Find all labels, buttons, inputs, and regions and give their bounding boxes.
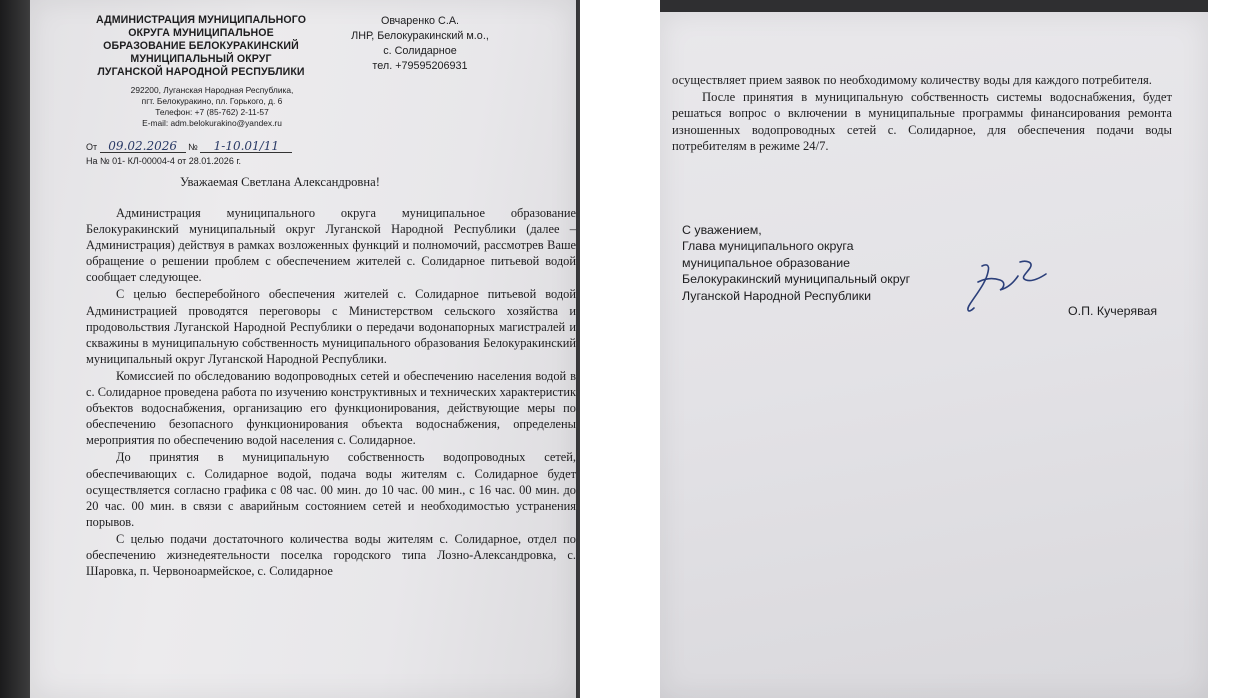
- reg-no-label: №: [188, 142, 198, 152]
- org-line: ЛУГАНСКОЙ НАРОДНОЙ РЕСПУБЛИКИ: [97, 66, 305, 78]
- reg-from-label: От: [86, 142, 98, 152]
- body-paragraph: Комиссией по обследованию водопроводных сетей и обеспечению населения водой в с. Солидарное проведена работа по изучению конструктивных и технических характеристик объектов водоснабжения, организацию его функционирования, действующие меры по обеспечению безопасного функционирования объекта водоснабжения, определены мероприятия по обеспечению водой населения с. Солидарное.: [86, 368, 576, 448]
- closing-line: Глава муниципального округа: [682, 239, 854, 254]
- letter-body-page-1: [86, 205, 576, 580]
- reg-reference: На № 01- КЛ-00004-4 от 28.01.2026 г.: [86, 156, 242, 166]
- recipient-line: ЛНР, Белокуракинский м.о.,: [351, 30, 489, 42]
- recipient-block: [320, 14, 520, 74]
- registration-line: [86, 141, 292, 153]
- reg-number-handwritten: 1-10.01/11: [200, 141, 292, 153]
- body-paragraph: осуществляет прием заявок по необходимому количеству воды для каждого потребителя.: [672, 73, 1152, 87]
- body-paragraph: С целью бесперебойного обеспечения жителей с. Солидарное питьевой водой Администрацией проводятся переговоры с Министерством сельского хозяйства и продовольствия Луганской Народной Республики о передачи водонапорных магистралей и скважины в муниципальную собственность муниципального образования Белокуракинский муниципальный округ Луганской Народной Республики.: [86, 287, 576, 366]
- address-line: Телефон: +7 (85-762) 2-11-57: [155, 107, 269, 117]
- sender-org-header: [86, 14, 316, 79]
- body-paragraph: После принятия в муниципальную собственность системы водоснабжения, будет решаться вопрос о включении в муниципальные программы финансирования ремонта изношенных водопроводных сетей с. Солидарное, для обеспечения подачи воды потребителям в режиме 24/7.: [672, 89, 1172, 154]
- letter-page-2: [660, 12, 1208, 698]
- address-line: пгт. Белокуракино, пл. Горького, д. 6: [141, 96, 283, 106]
- address-line: 292200, Луганская Народная Республика,: [130, 85, 294, 95]
- salutation: Уважаемая Светлана Александровна!: [180, 175, 380, 189]
- sender-address: [92, 85, 332, 129]
- body-paragraph: Администрация муниципального округа муниципальное образование Белокуракинский муниципальный округ Луганской Народной Республики (далее – Администрация) действуя в рамках возложенных функций и полномочий, рассмотрев Ваше обращение о решении проблем с обеспечением жителей с. Солидарное питьевой водой сообщает следующее.: [86, 206, 576, 285]
- closing-line: С уважением,: [682, 223, 762, 237]
- reg-date-handwritten: 09.02.2026: [100, 141, 186, 153]
- body-paragraph: До принятия в муниципальную собственность водопроводных сетей, обеспечивающих с. Солидарное водой, подача воды жителям с. Солидарное будет осуществляется согласно графика с 08 час. 00 мин. до 10 час. 00 мин., с 16 час. 00 мин. до 20 час. 00 мин. в связи с аварийным состоянием сетей и необходимостью устранения порывов.: [86, 450, 576, 529]
- closing-line: Луганской Народной Республики: [682, 288, 872, 303]
- address-line: E-mail: adm.belokurakino@yandex.ru: [142, 118, 282, 128]
- closing-line: Белокуракинский муниципальный округ: [682, 272, 911, 287]
- org-line: АДМИНИСТРАЦИЯ МУНИЦИПАЛЬНОГО: [95, 14, 307, 26]
- body-paragraph: С целью подачи достаточного количества воды жителям с. Солидарное, отдел по обеспечению жизнедеятельности поселка городского типа Лозно-Александровка, с. Шаровка, п. Червоноармейское, с. Солидарное: [86, 531, 576, 579]
- org-line: МУНИЦИПАЛЬНЫЙ ОКРУГ: [130, 53, 272, 65]
- closing-block: [682, 222, 982, 304]
- letter-page-1: [30, 0, 576, 698]
- recipient-line: с. Солидарное: [383, 45, 457, 57]
- letter-body-page-2: [672, 72, 1172, 155]
- recipient-line: тел. +79595206931: [372, 60, 468, 72]
- recipient-line: Овчаренко С.А.: [380, 15, 460, 27]
- handwritten-signature: [960, 252, 1060, 322]
- org-line: ОКРУГА МУНИЦИПАЛЬНОЕ: [128, 27, 274, 39]
- org-line: ОБРАЗОВАНИЕ БЕЛОКУРАКИНСКИЙ: [103, 40, 299, 52]
- closing-line: муниципальное образование: [682, 255, 851, 270]
- signer-name: О.П. Кучерявая: [1068, 304, 1158, 318]
